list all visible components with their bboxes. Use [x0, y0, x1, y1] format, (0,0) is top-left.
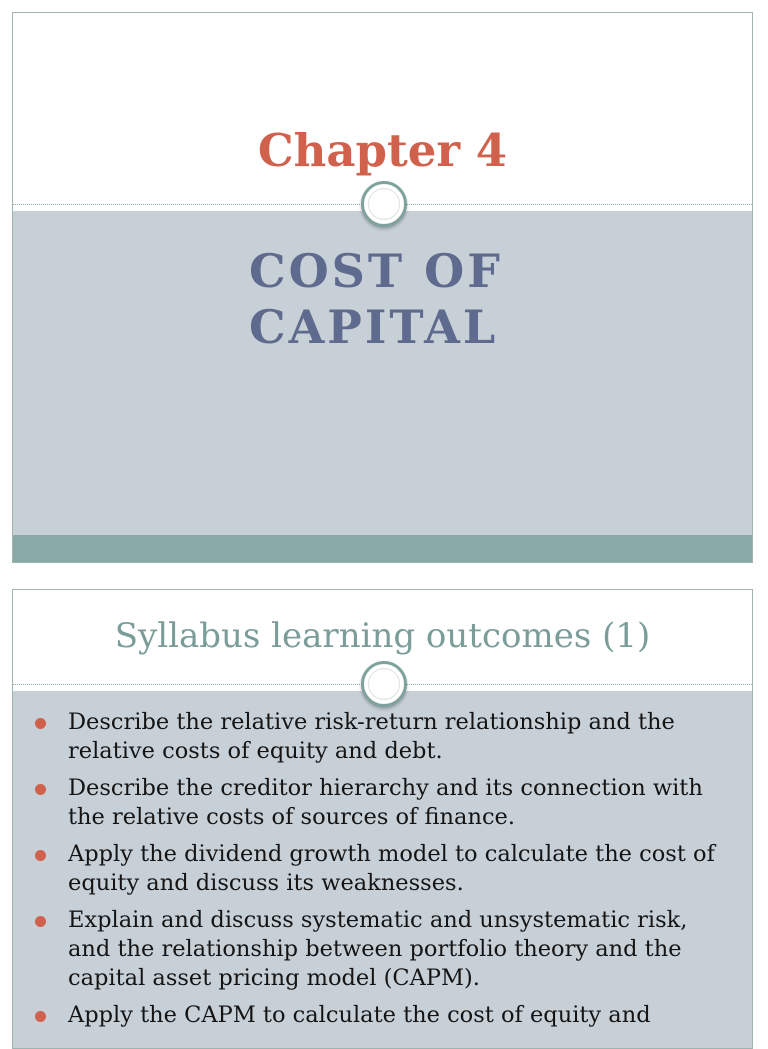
- title-slide: [12, 12, 753, 563]
- list-item: [33, 708, 730, 766]
- circle-divider-icon: [361, 661, 407, 707]
- list-item: [33, 1001, 730, 1030]
- list-item: [33, 906, 730, 993]
- bullet-dot-icon: [35, 1011, 46, 1022]
- list-item-text: Apply the dividend growth model to calculate the cost of equity and discuss its weaknesses.: [68, 841, 715, 896]
- list-item-text: Describe the relative risk-return relationship and the relative costs of equity and debt.: [68, 709, 675, 764]
- subtitle-line: CAPITAL: [249, 300, 499, 354]
- list-item: [33, 774, 730, 832]
- outcomes-slide: [12, 589, 753, 1049]
- chapter-subtitle: [249, 243, 549, 355]
- list-item-text: Describe the creditor hierarchy and its connection with the relative costs of sources of finance.: [68, 775, 703, 830]
- bullet-dot-icon: [35, 916, 46, 927]
- list-item-text: Explain and discuss systematic and unsystematic risk, and the relationship between portfolio theory and the capital asset pricing model (CAPM).: [68, 907, 688, 991]
- learning-outcomes-list: [33, 708, 730, 1038]
- footer-band: [13, 535, 752, 562]
- list-item: [33, 840, 730, 898]
- subtitle-line: COST OF: [249, 244, 503, 298]
- bullet-dot-icon: [35, 784, 46, 795]
- circle-divider-icon: [361, 181, 407, 227]
- list-item-text: Apply the CAPM to calculate the cost of equity and: [68, 1002, 651, 1028]
- chapter-title: Chapter 4: [257, 124, 508, 177]
- bullet-dot-icon: [35, 850, 46, 861]
- slide-title: Syllabus learning outcomes (1): [114, 616, 651, 656]
- bullet-dot-icon: [35, 718, 46, 729]
